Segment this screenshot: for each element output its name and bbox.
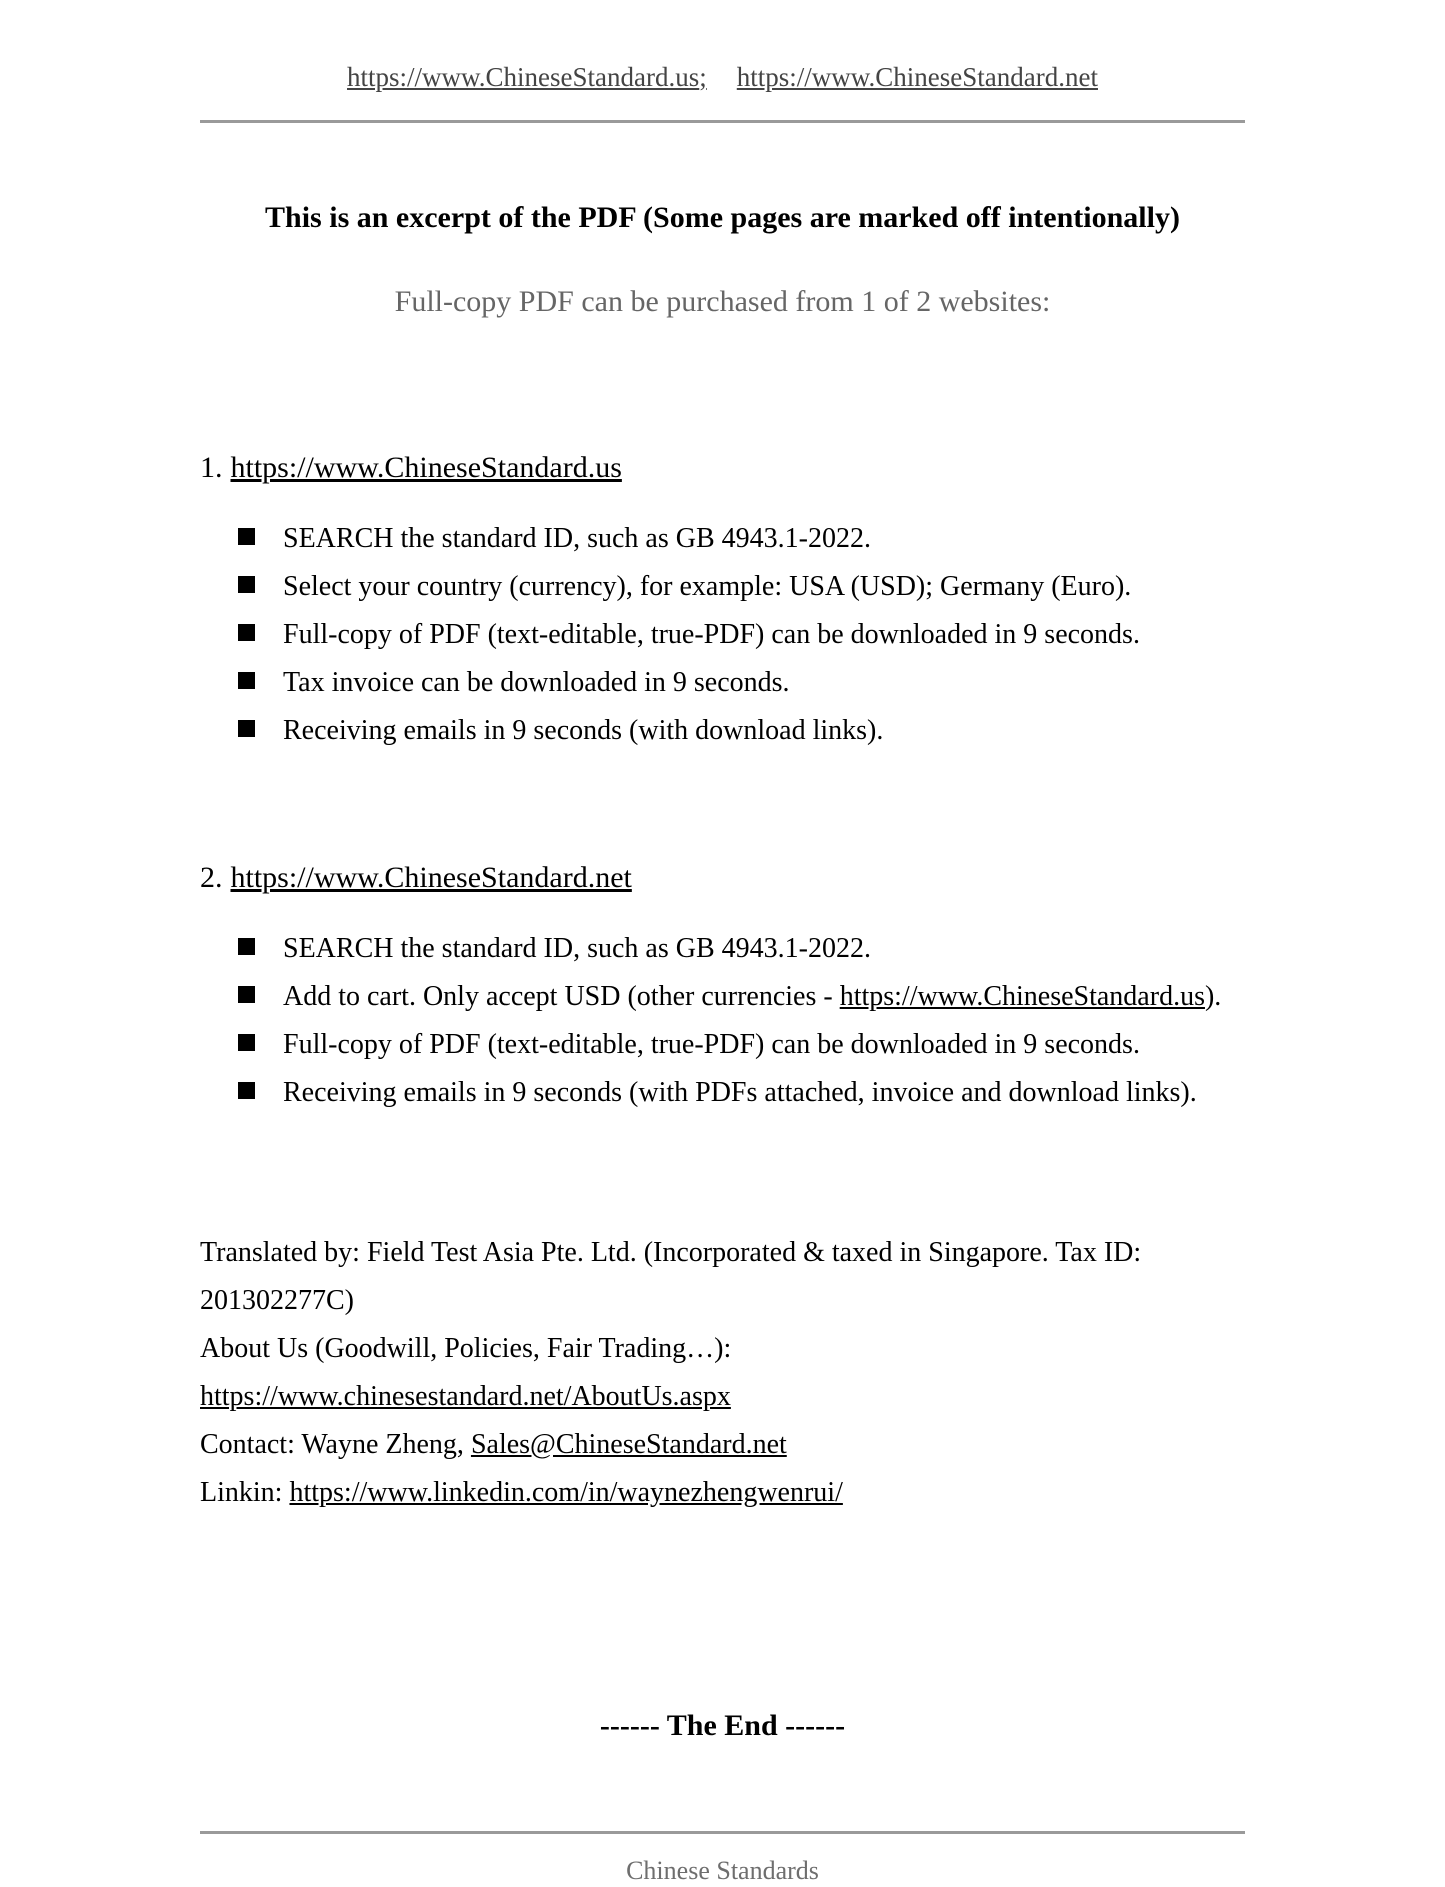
bullet-text: SEARCH the standard ID, such as GB 4943.1-2022. — [283, 933, 871, 964]
footer-divider — [200, 1831, 1245, 1834]
bullet-square-icon — [238, 1034, 255, 1051]
list-item — [238, 707, 1245, 755]
contact-line-email — [200, 1421, 1245, 1469]
bullet-text: Select your country (currency), for example: USA (USD); Germany (Euro). — [283, 571, 1132, 602]
section-2-heading — [200, 859, 1245, 897]
bullet-square-icon — [238, 528, 255, 545]
list-item — [238, 973, 1245, 1021]
bullet-text: Add to cart. Only accept USD (other currencies - — [283, 981, 840, 1012]
bullet-text: Receiving emails in 9 seconds (with download links). — [283, 715, 884, 746]
bullet-square-icon — [238, 720, 255, 737]
sales-email-link[interactable]: Sales@ChineseStandard.net — [470, 1429, 787, 1460]
contact-line-about-us — [200, 1325, 1245, 1421]
contact-text: Translated by: Field Test Asia Pte. Ltd. (Incorporated & taxed in Singapore. Tax ID: 201302277C) — [200, 1237, 1142, 1316]
contact-line-translated-by — [200, 1229, 1245, 1325]
bullet-text: Receiving emails in 9 seconds (with PDFs attached, invoice and download links). — [283, 1077, 1197, 1108]
section-2-link[interactable]: https://www.ChineseStandard.net — [230, 861, 632, 894]
bullet-inline-link-chinesestandard-us[interactable]: https://www.ChineseStandard.us — [839, 981, 1205, 1012]
header-divider — [200, 120, 1245, 123]
page-subtitle: Full-copy PDF can be purchased from 1 of 2 websites: — [394, 285, 1051, 318]
linkedin-link[interactable]: https://www.linkedin.com/in/waynezhengwenrui/ — [289, 1477, 843, 1508]
bullet-text: Tax invoice can be downloaded in 9 seconds. — [283, 667, 790, 698]
list-item — [238, 611, 1245, 659]
end-marker: ------ The End ------ — [599, 1709, 846, 1742]
list-item — [238, 925, 1245, 973]
page-header — [0, 0, 1445, 94]
page-title: This is an excerpt of the PDF (Some pages are marked off intentionally) — [265, 201, 1180, 234]
section-2-number: 2. — [200, 861, 223, 894]
list-item — [238, 659, 1245, 707]
contact-text: Contact: Wayne Zheng, — [200, 1429, 471, 1460]
header-link-chinesestandard-us[interactable]: https://www.ChineseStandard.us — [347, 62, 700, 92]
bullet-square-icon — [238, 624, 255, 641]
section-1-bullet-list — [200, 515, 1245, 755]
bullet-text: SEARCH the standard ID, such as GB 4943.1-2022. — [283, 523, 871, 554]
list-item — [238, 563, 1245, 611]
contact-block — [200, 1229, 1245, 1517]
bullet-text-post: ). — [1204, 981, 1222, 1012]
about-us-link[interactable]: https://www.chinesestandard.net/AboutUs.aspx — [200, 1381, 731, 1412]
contact-text: Linkin: — [200, 1477, 290, 1508]
section-1-link[interactable]: https://www.ChineseStandard.us — [230, 451, 622, 484]
section-1-number: 1. — [200, 451, 223, 484]
bullet-square-icon — [238, 986, 255, 1003]
contact-line-linkedin — [200, 1469, 1245, 1517]
section-1-heading — [200, 449, 1245, 487]
section-2-bullet-list — [200, 925, 1245, 1117]
list-item — [238, 1021, 1245, 1069]
contact-text: About Us (Goodwill, Policies, Fair Trading…): — [200, 1333, 732, 1364]
bullet-text: Full-copy of PDF (text-editable, true-PDF) can be downloaded in 9 seconds. — [283, 1029, 1140, 1060]
header-link-chinesestandard-net[interactable]: https://www.ChineseStandard.net — [736, 62, 1098, 92]
section-website-us — [200, 449, 1245, 755]
bullet-square-icon — [238, 672, 255, 689]
bullet-square-icon — [238, 938, 255, 955]
footer-text: Chinese Standards — [626, 1856, 819, 1885]
bullet-square-icon — [238, 1082, 255, 1099]
bullet-text: Full-copy of PDF (text-editable, true-PDF) can be downloaded in 9 seconds. — [283, 619, 1140, 650]
list-item — [238, 1069, 1245, 1117]
section-website-net — [200, 859, 1245, 1117]
list-item — [238, 515, 1245, 563]
header-link-separator: ; — [699, 62, 707, 92]
bullet-square-icon — [238, 576, 255, 593]
